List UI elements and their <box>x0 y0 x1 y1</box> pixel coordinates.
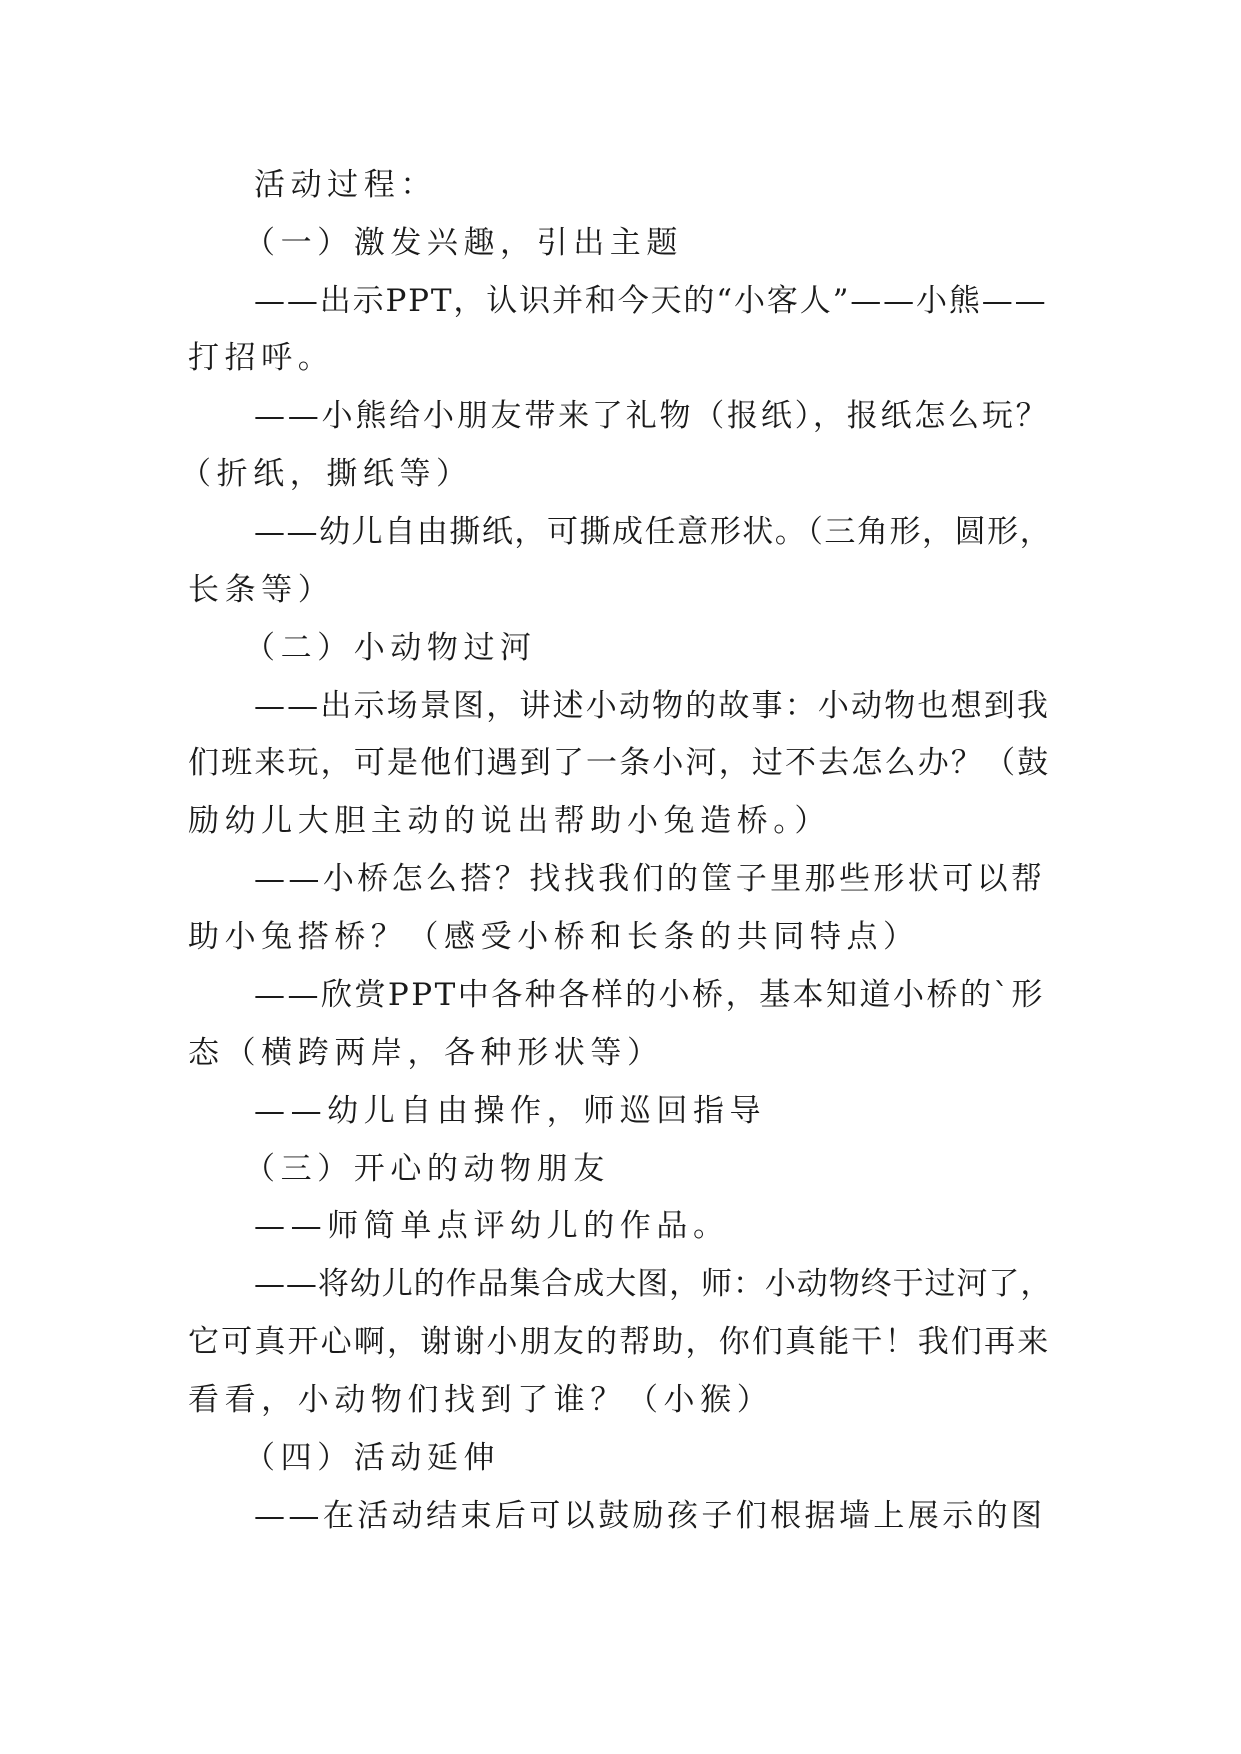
text-line <box>0 677 1241 735</box>
text-line <box>0 1487 1241 1545</box>
text-line <box>0 272 1241 330</box>
text-line <box>0 329 1241 387</box>
paragraph-line: ——幼儿自由撕纸，可撕成任意形状。（三角形，圆形， <box>254 514 1053 550</box>
section-heading: 活动过程： <box>254 167 437 203</box>
text-line <box>0 503 1241 561</box>
paragraph-line: 态（横跨两岸，各种形状等） <box>188 1035 664 1071</box>
paragraph-line: 长条等） <box>188 572 335 608</box>
text-line <box>0 850 1241 908</box>
text-line <box>0 1082 1241 1140</box>
text-line <box>0 561 1241 619</box>
paragraph-line: （折纸，撕纸等） <box>180 456 473 492</box>
section-heading: （四）活动延伸 <box>244 1440 501 1476</box>
text-line <box>0 156 1241 214</box>
text-line <box>0 792 1241 850</box>
paragraph-line: ——将幼儿的作品集合成大图，师：小动物终于过河了， <box>254 1266 1053 1302</box>
text-line <box>0 1140 1241 1198</box>
paragraph-line: 助小兔搭桥？（感受小桥和长条的共同特点） <box>188 919 920 955</box>
text-line <box>0 1197 1241 1255</box>
paragraph-line: ——小桥怎么搭？找找我们的筐子里那些形状可以帮 <box>254 861 1046 897</box>
paragraph-line: ——出示场景图，讲述小动物的故事：小动物也想到我 <box>254 688 1051 724</box>
paragraph-line: ——师简单点评幼儿的作品。 <box>254 1208 730 1244</box>
text-line <box>0 445 1241 503</box>
paragraph-line: 们班来玩，可是他们遇到了一条小河，过不去怎么办？（鼓 <box>188 745 1051 781</box>
text-line <box>0 908 1241 966</box>
text-line <box>0 1024 1241 1082</box>
paragraph-line: ——幼儿自由操作，师巡回指导 <box>254 1093 767 1129</box>
paragraph-line: 看看，小动物们找到了谁？（小猴） <box>188 1382 774 1418</box>
section-heading: （一）激发兴趣，引出主题 <box>244 225 683 261</box>
paragraph-line: ——在活动结束后可以鼓励孩子们根据墙上展示的图 <box>254 1498 1046 1534</box>
text-line <box>0 387 1241 445</box>
text-line <box>0 1429 1241 1487</box>
paragraph-line: ——出示PPT，认识并和今天的“小客人”——小熊—— <box>254 283 1048 319</box>
text-line <box>0 734 1241 792</box>
paragraph-line: 励幼儿大胆主动的说出帮助小兔造桥。） <box>188 803 831 839</box>
paragraph-line: ——小熊给小朋友带来了礼物（报纸），报纸怎么玩？ <box>254 398 1050 434</box>
section-heading: （三）开心的动物朋友 <box>244 1151 610 1187</box>
text-line <box>0 1371 1241 1429</box>
paragraph-line: 它可真开心啊，谢谢小朋友的帮助，你们真能干！我们再来 <box>188 1324 1051 1360</box>
paragraph-line: 打招呼。 <box>188 340 335 376</box>
text-line <box>0 1313 1241 1371</box>
text-line <box>0 1255 1241 1313</box>
text-line <box>0 966 1241 1024</box>
section-heading: （二）小动物过河 <box>244 630 537 666</box>
text-line <box>0 619 1241 677</box>
paragraph-line: ——欣赏PPT中各种各样的小桥，基本知道小桥的`形 <box>254 977 1045 1013</box>
text-line <box>0 214 1241 272</box>
